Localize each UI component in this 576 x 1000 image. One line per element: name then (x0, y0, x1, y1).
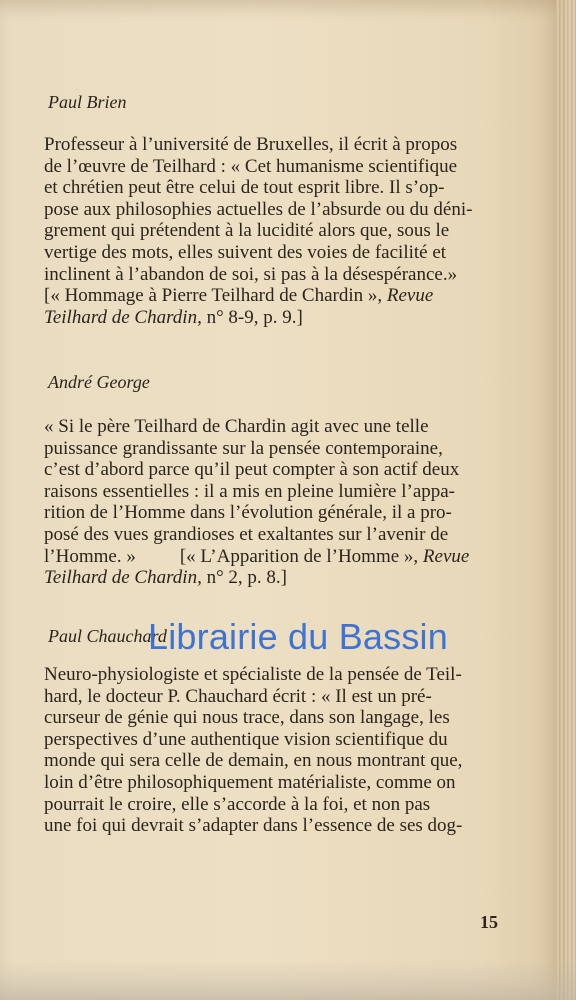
text-line: curseur de génie qui nous trace, dans son langage, les (44, 707, 450, 729)
text-line: monde qui sera celle de demain, en nous montrant que, (44, 750, 463, 772)
page-edge-stack (556, 0, 576, 1000)
text-line: vertige des mots, elles suivent des voies de facilité et (44, 241, 447, 263)
section-body-1 (44, 134, 476, 328)
citation-cont (44, 307, 476, 329)
text-line: puissance grandissante sur la pensée contemporaine, (44, 437, 443, 459)
text-line: pourrait le croire, elle s’accorde à la foi, et non pas (44, 793, 431, 815)
citation-journal-name: Teilhard de Chardin, (44, 567, 202, 589)
text-line-end: l’Homme. » (44, 545, 136, 567)
text-line: une foi qui devrait s’adapter dans l’essence de ses dog- (44, 815, 463, 837)
bottom-shadow (0, 960, 576, 1000)
text-line: c’est d’abord parce qu’il peut compter à son actif deux (44, 459, 460, 481)
citation-journal-name: Teilhard de Chardin, (44, 306, 202, 328)
text-line: pose aux philosophies actuelles de l’absurde ou du déni- (44, 198, 473, 220)
page-number: 15 (480, 912, 498, 932)
text-line: inclinent à l’abandon de soi, si pas à la désespérance.» (44, 263, 458, 285)
citation-journal: Revue (386, 285, 434, 307)
text-line: rition de l’Homme dans l’évolution générale, il a pro- (44, 502, 452, 524)
text-line: « Si le père Teilhard de Chardin agit avec une telle (44, 416, 429, 437)
text-line: grement qui prétendent à la lucidité alors que, sous le (44, 220, 450, 242)
text-line: posé des vues grandioses et exaltantes sur l’avenir de (44, 523, 449, 545)
text-line: loin d’être philosophiquement matérialiste, comme on (44, 771, 456, 793)
citation-text: [« Hommage à Pierre Teilhard de Chardin », (44, 285, 387, 307)
citation-journal: Revue (422, 545, 470, 567)
citation-cont (44, 567, 476, 589)
text-line: hard, le docteur P. Chauchard écrit : « Il est un pré- (44, 685, 432, 707)
text-line: de l’œuvre de Teilhard : « Cet humanisme scientifique (44, 155, 458, 177)
watermark-logo: Librairie du Bassin (148, 616, 448, 657)
section-body-3 (44, 664, 476, 837)
citation-ref: n° 8-9, p. 9.] (201, 306, 303, 328)
text-line: perspectives d’une authentique vision scientifique du (44, 728, 448, 750)
citation (44, 546, 476, 568)
author-heading-1: Paul Brien (48, 92, 127, 112)
author-heading-2: André George (48, 372, 150, 392)
text-line: et chrétien peut être celui de tout esprit libre. Il s’op- (44, 177, 445, 199)
citation (44, 285, 476, 307)
section-body-2 (44, 416, 476, 589)
text-line: raisons essentielles : il a mis en pleine lumière l’appa- (44, 480, 456, 502)
author-heading-3: Paul Chauchard (48, 626, 167, 646)
citation-text: [« L’Apparition de l’Homme », (179, 545, 423, 567)
citation-ref: n° 2, p. 8.] (201, 567, 288, 589)
text-line: Professeur à l’université de Bruxelles, il écrit à propos (44, 134, 458, 155)
text-line: Neuro-physiologiste et spécialiste de la pensée de Teil- (44, 664, 462, 685)
